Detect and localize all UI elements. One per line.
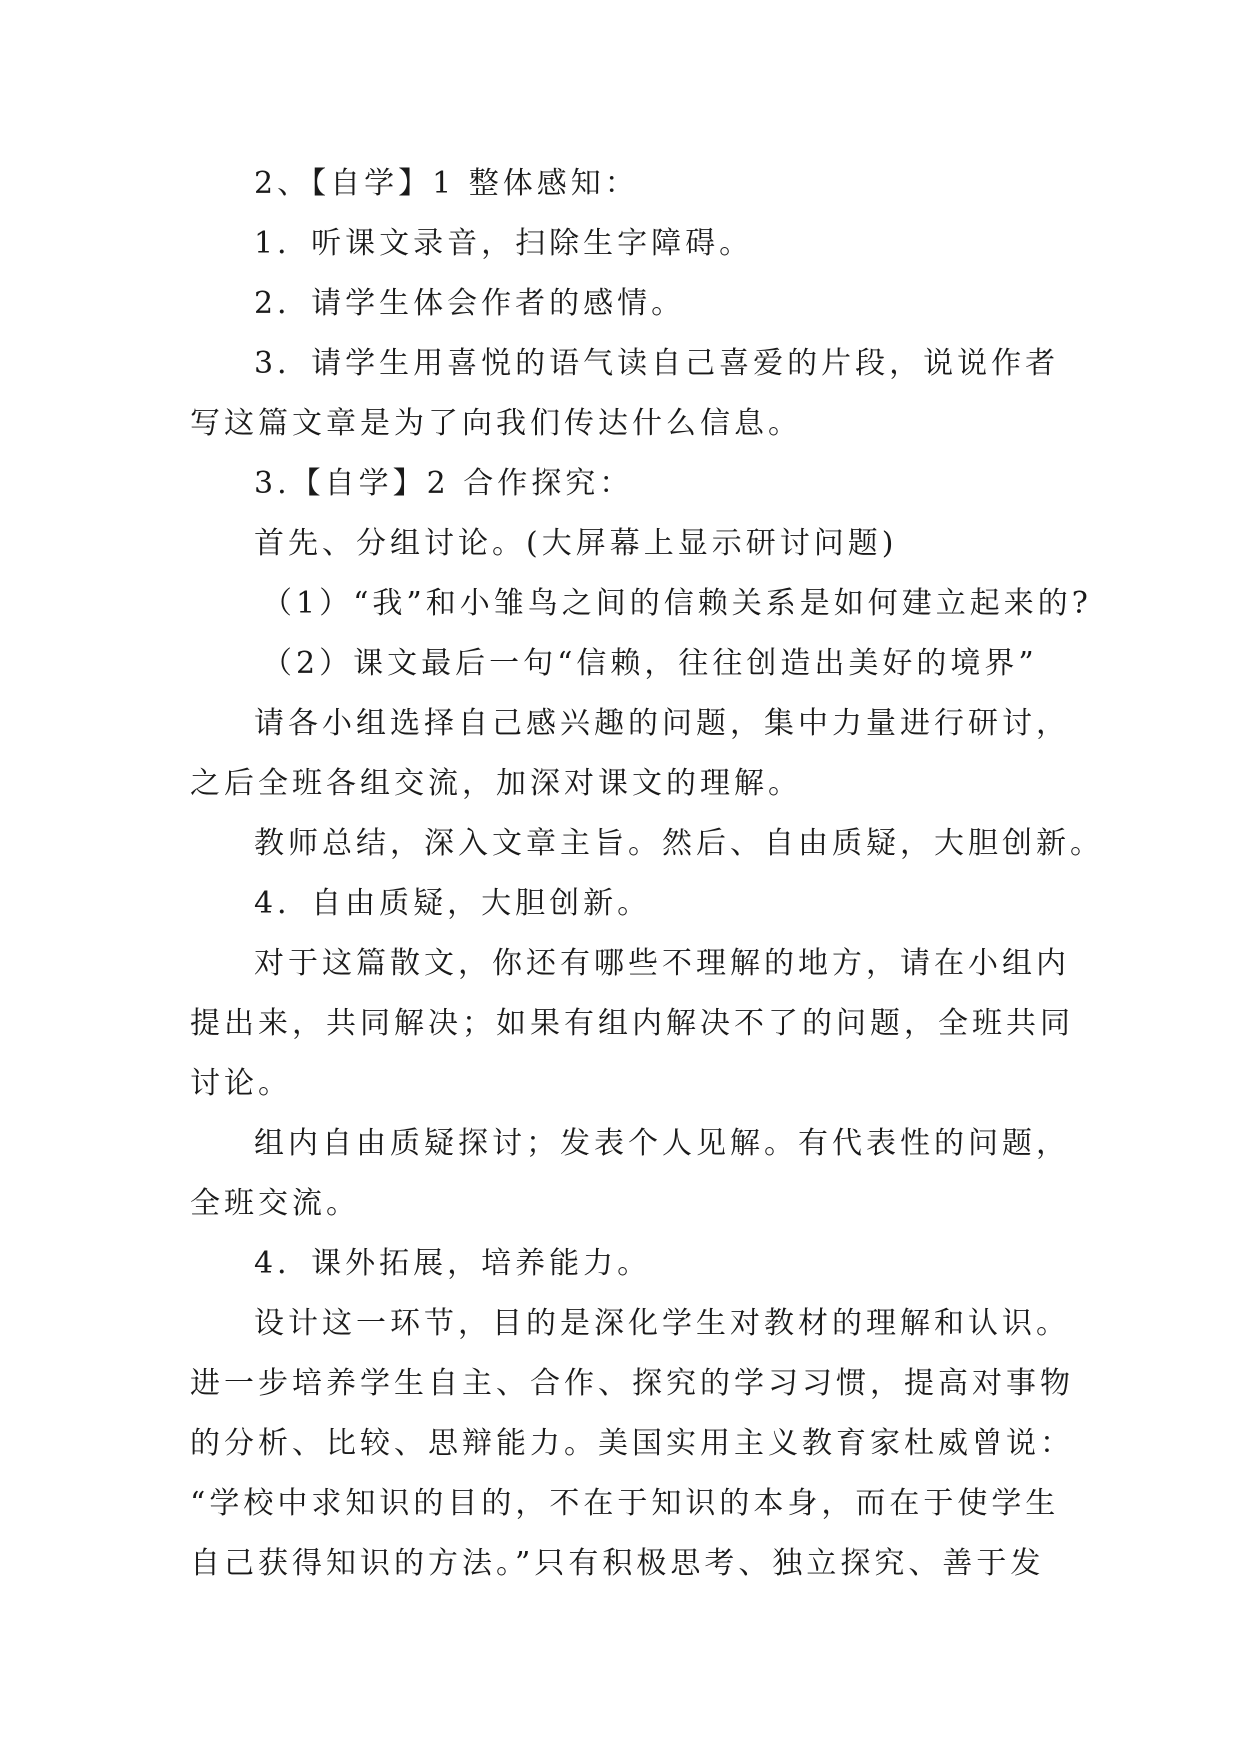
list-item: 3．请学生用喜悦的语气读自己喜爱的片段，说说作者 <box>254 346 1060 381</box>
paragraph-line: 自己获得知识的方法。”只有积极思考、独立探究、善于发 <box>190 1546 1045 1581</box>
paragraph-line: “学校中求知识的目的，不在于知识的本身，而在于使学生 <box>190 1486 1060 1521</box>
paragraph-line: 设计这一环节，目的是深化学生对教材的理解和认识。 <box>254 1306 1070 1341</box>
paragraph-line: 提出来，共同解决；如果有组内解决不了的问题，全班共同 <box>190 1006 1074 1041</box>
paragraph-line: 请各小组选择自己感兴趣的问题，集中力量进行研讨， <box>254 706 1070 741</box>
paragraph-line: 的分析、比较、思辩能力。美国实用主义教育家杜威曾说： <box>190 1426 1074 1461</box>
paragraph-line: 之后全班各组交流，加深对课文的理解。 <box>190 766 802 801</box>
paragraph-line: 教师总结，深入文章主旨。然后、自由质疑，大胆创新。 <box>254 826 1104 861</box>
paragraph-line: 进一步培养学生自主、合作、探究的学习习惯，提高对事物 <box>190 1366 1074 1401</box>
list-item: 4．自由质疑，大胆创新。 <box>254 886 652 921</box>
section-heading: 2、【自学】1 整体感知： <box>254 166 639 201</box>
paragraph-line: 讨论。 <box>190 1066 292 1101</box>
section-heading: 3.【自学】2 合作探究： <box>254 466 634 501</box>
list-item: 1．听课文录音，扫除生字障碍。 <box>254 226 754 261</box>
paragraph-line: 全班交流。 <box>190 1186 360 1221</box>
question-item: （2）课文最后一句“信赖，往往创造出美好的境界” <box>262 646 1038 681</box>
list-item: 2．请学生体会作者的感情。 <box>254 286 686 321</box>
paragraph-line: 组内自由质疑探讨；发表个人见解。有代表性的问题， <box>254 1126 1070 1161</box>
list-item: 4．课外拓展，培养能力。 <box>254 1246 652 1281</box>
paragraph-line: 写这篇文章是为了向我们传达什么信息。 <box>190 406 802 441</box>
question-item: （1）“我”和小雏鸟之间的信赖关系是如何建立起来的? <box>262 586 1092 621</box>
paragraph-line: 首先、分组讨论。(大屏幕上显示研讨问题) <box>254 526 898 561</box>
paragraph-line: 对于这篇散文，你还有哪些不理解的地方，请在小组内 <box>254 946 1070 981</box>
